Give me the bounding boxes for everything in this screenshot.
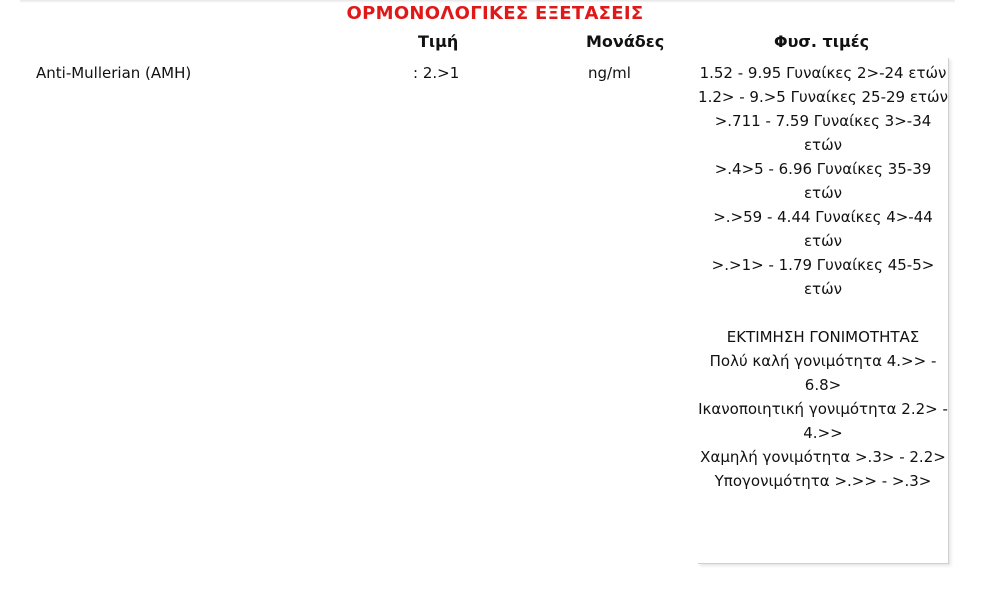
report-title: ΟΡΜΟΝΟΛΟΓΙΚΕΣ ΕΞΕΤΑΣΕΙΣ xyxy=(346,3,644,24)
reference-column xyxy=(698,61,948,493)
fertility-level-item: Χαμηλή γονιμότητα >.3> - 2.2> xyxy=(700,448,946,466)
reference-range-item: 1.2> - 9.>5 Γυναίκες 25-29 ετών xyxy=(698,88,948,106)
test-value: : 2.>1 xyxy=(413,64,460,82)
reference-range-item: >.>59 - 4.44 Γυναίκες 4>-44 ετών xyxy=(713,208,933,250)
fertility-level-item: Υπογονιμότητα >.>> - >.3> xyxy=(714,472,932,490)
test-name: Anti-Mullerian (AMH) xyxy=(36,64,192,82)
reference-range-item: >.4>5 - 6.96 Γυναίκες 35-39 ετών xyxy=(714,160,932,202)
fertility-level-item: Ικανοποιητική γονιμότητα 2.2> - 4.>> xyxy=(698,400,948,442)
reference-range-item: >.>1> - 1.79 Γυναίκες 45-5> ετών xyxy=(711,256,935,298)
fertility-heading: ΕΚΤΙΜΗΣΗ ΓΟΝΙΜΟΤΗΤΑΣ xyxy=(726,328,920,346)
header-units: Μονάδες xyxy=(586,32,665,51)
test-units: ng/ml xyxy=(588,64,631,82)
reference-range-item: 1.52 - 9.95 Γυναίκες 2>-24 ετών xyxy=(699,64,947,82)
header-reference: Φυσ. τιμές xyxy=(774,32,870,51)
header-value: Τιμή xyxy=(418,32,459,51)
reference-range-item: >.711 - 7.59 Γυναίκες 3>-34 ετών xyxy=(714,112,932,154)
fertility-level-item: Πολύ καλή γονιμότητα 4.>> - 6.8> xyxy=(709,352,937,394)
